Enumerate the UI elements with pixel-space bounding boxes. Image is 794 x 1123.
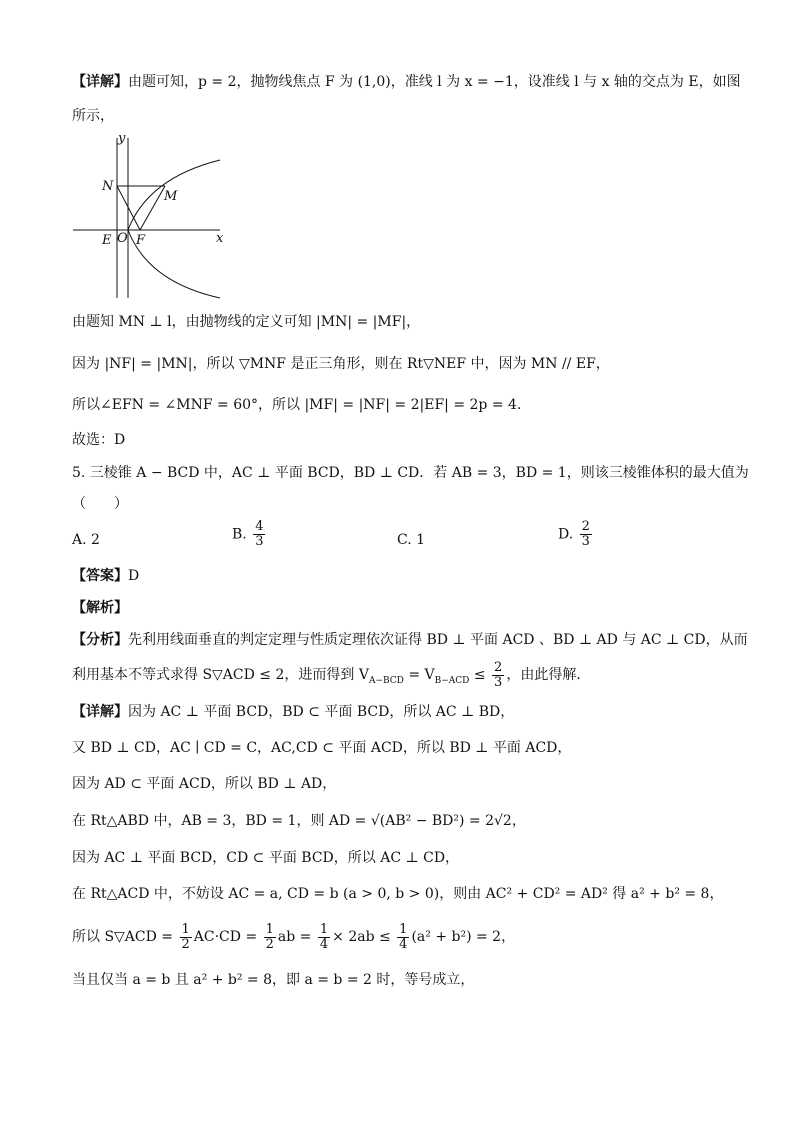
analysis-line-2: 利用基本不等式求得 S▽ACD ≤ 2，进而得到 $V_{A-BCD} = V_{B-ACD}$ ≤ $\frac{2}{3}$ ，由此得解. xyxy=(72,659,581,690)
detail-text-1: 因为 AC ⊥ 平面 BCD，BD ⊂ 平面 BCD，所以 AC ⊥ BD， xyxy=(128,704,515,720)
analysis-label: 【解析】 xyxy=(72,600,128,616)
solution-text-1: 由题可知，p = 2，抛物线焦点 F 为 (1,0)，准线 l 为 x = −1，设准线 l 与 x 轴的交点为 E，如图 xyxy=(128,74,741,90)
solution-line-2: 所示， xyxy=(72,108,114,124)
label-M: M xyxy=(164,189,178,204)
answer-line xyxy=(72,566,139,586)
solution-line-5: 所以∠EFN = ∠MNF = 60°，所以 |MF| = |NF| = 2|EF| = 2p = 4． xyxy=(72,397,531,413)
detail-line-4: 在 Rt△ABD 中，AB = 3，BD = 1，则 AD = √(AB² − BD²) = 2√2， xyxy=(72,813,526,829)
detail-line-2: 又 BD ⊥ CD，AC ∣ CD = C，AC,CD ⊂ 平面 ACD，所以 BD ⊥ 平面 ACD， xyxy=(72,740,572,756)
question-5-stem-1: 5. 三棱锥 A − BCD 中，AC ⊥ 平面 BCD，BD ⊥ CD．若 AB = 3，BD = 1，则该三棱锥体积的最大值为 xyxy=(72,465,749,481)
option-d-fraction: $\frac{2}{3}$ xyxy=(581,519,590,549)
detail-line-1 xyxy=(72,702,514,722)
solution-line-3: 由题知 MN ⊥ l，由抛物线的定义可知 |MN| = |MF|， xyxy=(72,314,421,330)
option-b xyxy=(232,520,267,549)
option-d xyxy=(558,520,594,549)
question-5-stem-2: （ ） xyxy=(72,496,128,512)
answer-choice-line: 故选：D xyxy=(72,432,126,448)
option-c xyxy=(397,530,425,550)
label-E: E xyxy=(102,233,112,248)
option-a-label: A. xyxy=(72,532,87,548)
answer-label: 【答案】 xyxy=(72,568,128,584)
solution-line-1 xyxy=(72,72,741,92)
option-c-value: 1 xyxy=(416,532,426,548)
label-y: y xyxy=(118,131,126,146)
answer-value: D xyxy=(128,568,140,584)
label-F: F xyxy=(136,233,146,248)
detail-line-3: 因为 AD ⊂ 平面 ACD，所以 BD ⊥ AD， xyxy=(72,776,337,792)
detail-line-8: 当且仅当 a = b 且 a² + b² = 8，即 a = b = 2 时，等号成立， xyxy=(72,972,475,988)
option-b-fraction: $\frac{4}{3}$ xyxy=(255,519,264,549)
detail-tag: 【详解】 xyxy=(72,704,128,720)
label-N: N xyxy=(102,179,114,194)
option-b-label: B. xyxy=(232,526,247,543)
parabola-curve xyxy=(128,160,220,298)
option-d-label: D. xyxy=(558,526,574,543)
detail-line-6: 在 Rt△ACD 中，不妨设 AC = a, CD = b (a > 0, b > 0)，则由 AC² + CD² = AD² 得 a² + b² = 8， xyxy=(72,886,724,902)
label-x: x xyxy=(216,231,224,246)
analysis-fraction: $\frac{2}{3}$ xyxy=(494,659,503,690)
detail-label: 【详解】 xyxy=(72,74,128,90)
solution-line-4: 因为 |NF| = |MN|，所以 ▽MNF 是正三角形，则在 Rt▽NEF 中，因为 MN // EF， xyxy=(72,356,610,372)
detail-line-5: 因为 AC ⊥ 平面 BCD，CD ⊂ 平面 BCD，所以 AC ⊥ CD， xyxy=(72,850,460,866)
label-O: O xyxy=(117,231,128,246)
analysis-line-1 xyxy=(72,630,748,650)
option-a xyxy=(72,530,100,550)
analysis-tag: 【分析】 xyxy=(72,632,128,648)
option-c-label: C. xyxy=(397,532,412,548)
detail-line-7: 所以 S▽ACD = $\frac{1}{2}$ AC·CD = $\frac{1}{2}$ ab = $\frac{1}{4}$ × 2ab ≤ $\frac{1}{4}$ (a² + b²) = 2， xyxy=(72,921,516,952)
option-a-value: 2 xyxy=(91,532,100,548)
segment-MF xyxy=(140,186,165,230)
parabola-figure xyxy=(70,130,230,302)
analysis-text-1: 先利用线面垂直的判定定理与性质定理依次证得 BD ⊥ 平面 ACD 、BD ⊥ AD 与 AC ⊥ CD，从而 xyxy=(128,632,748,648)
